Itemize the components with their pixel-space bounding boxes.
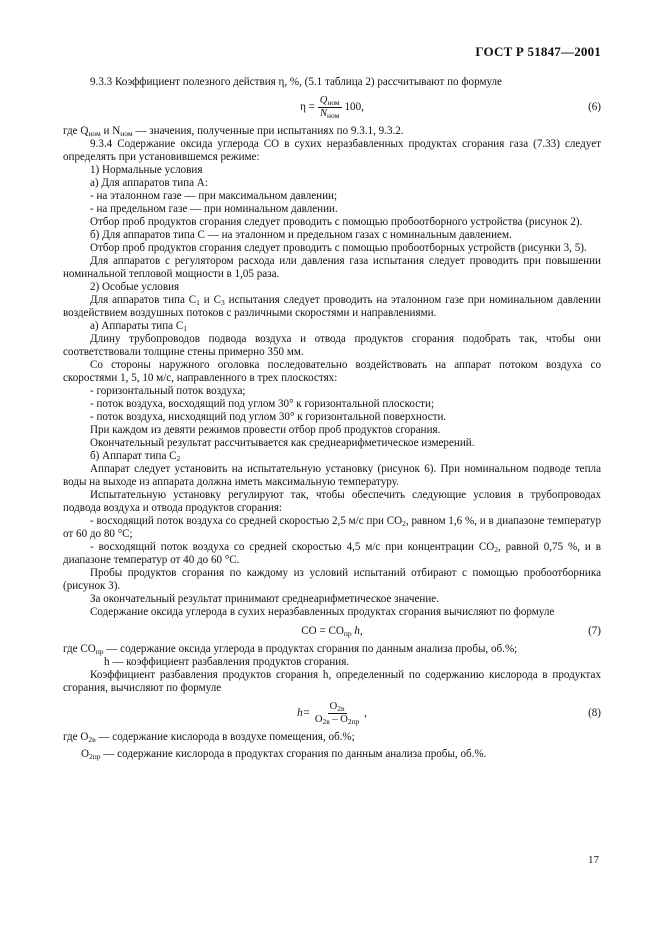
- paragraph: Отбор проб продуктов сгорания следует проводить с помощью пробоотборного устройства (рисунок 2).: [90, 216, 583, 228]
- list-item: - горизонтальный поток воздуха;: [90, 385, 246, 397]
- paragraph: За окончательный результат принимают среднеарифметическое значение.: [90, 593, 439, 605]
- list-item: - восходящий поток воздуха со средней скоростью 2,5 м/с при $СО_2$, равном 1,6 %, и в диапазоне температур от 60 до 80 °С;: [63, 515, 601, 540]
- paragraph-where-o2: где $O_{2в}$ — содержание кислорода в воздухе помещения, об.%;: [63, 731, 355, 744]
- paragraph: Пробы продуктов сгорания по каждому из условий испытаний отбирают с помощью пробоотборника (рисунок 3).: [63, 567, 601, 592]
- paragraph: Со стороны наружного оголовка последовательно воздействовать на аппарат потоком воздуха со скоростями 1, 5, 10 м/с, направленного в трех плоскостях:: [63, 359, 601, 384]
- page-body: [63, 76, 601, 761]
- paragraph: Содержание оксида углерода в сухих неразбавленных продуктах сгорания вычисляют по формуле: [90, 606, 555, 618]
- paragraph: Испытательную установку регулируют так, чтобы обеспечить следующие условия в трубопроводах подвода воздуха и отвода продуктов сгорания:: [63, 489, 601, 514]
- item-type-a: а) Для аппаратов типа А:: [90, 177, 208, 189]
- formula-6: [63, 95, 601, 120]
- paragraph-o2pr-definition: $O_{2пр}$ — содержание кислорода в продуктах сгорания по данным анализа пробы, об.%.: [81, 748, 487, 761]
- item-type-c2: б) Аппарат типа $С_2$: [90, 450, 181, 463]
- formula-6-tail: 100,: [344, 101, 364, 114]
- item-special-conditions: 2) Особые условия: [90, 281, 180, 293]
- formula-6-fraction: $\frac{Q_{ном}}{N_{ном}}$: [319, 95, 340, 120]
- list-item: - на предельном газе — при номинальном давлении.: [90, 203, 338, 215]
- paragraph-where-q-n: где $Q_{ном}$ и $N_{ном}$ — значения, полученные при испытаниях по 9.3.1, 9.3.2.: [63, 125, 404, 138]
- paragraph-h-definition: h — коэффициент разбавления продуктов сгорания.: [104, 656, 350, 668]
- formula-8-fraction: $\frac{O_{2в}}{O_{2в} - O_{2пр}}$: [314, 701, 360, 726]
- paragraph: Для аппаратов с регулятором расхода или давления газа испытания следует проводить при повышении номинальной тепловой мощности в 1,05 раза.: [63, 255, 601, 280]
- formula-8-number: (8): [588, 707, 601, 719]
- paragraph-where-co: где $CO_{пр}$ — содержание оксида углерода в продуктах сгорания по данным анализа пробы, об.%;: [63, 643, 518, 656]
- document-header: ГОСТ Р 51847—2001: [475, 44, 601, 59]
- paragraph: Окончательный результат рассчитывается как среднеарифметическое измерений.: [90, 437, 475, 449]
- paragraph: При каждом из девяти режимов провести отбор проб продуктов сгорания.: [90, 424, 441, 436]
- item-type-c: б) Для аппаратов типа С — на эталонном и предельном газах с номинальным давлением.: [90, 229, 512, 241]
- page-number: 17: [588, 854, 599, 866]
- list-item: - поток воздуха, нисходящий под углом 30° к горизонтальной поверхности.: [90, 411, 447, 423]
- paragraph: Отбор проб продуктов сгорания следует проводить с помощью пробоотборных устройств (рисунки 3, 5).: [90, 242, 587, 254]
- list-item: - восходящий поток воздуха со средней скоростью 4,5 м/с при концентрации $СО_2$, равной 0,75 %, и в диапазоне температур от 40 до 60 °С.: [63, 541, 601, 566]
- paragraph-9-3-4: 9.3.4 Содержание оксида углерода СО в сухих неразбавленных продуктах сгорания газа (7.33) следует определять при установившемся режиме:: [63, 138, 601, 163]
- formula-6-lhs: η =: [300, 101, 318, 114]
- paragraph: Длину трубопроводов подвода воздуха и отвода продуктов сгорания подобрать так, чтобы они соответствовали толщине стены примерно 350 мм.: [63, 333, 601, 358]
- paragraph-types-c1-c3: Для аппаратов типа $С_1$ и $С_3$ испытания следует проводить на эталонном газе при номинальном давлении воздействием воздушных потоков с различными скоростями и направлениями.: [63, 294, 601, 319]
- paragraph: Аппарат следует установить на испытательную установку (рисунок 6). При номинальном подводе тепла воды на выходе из аппарата должна иметь максимальную температуру.: [63, 463, 601, 488]
- paragraph: Коэффициент разбавления продуктов сгорания h, определенный по содержанию кислорода в продуктах сгорания, вычисляют по формуле: [63, 669, 601, 694]
- formula-7-number: (7): [588, 625, 601, 637]
- paragraph-9-3-3: 9.3.3 Коэффициент полезного действия η, %, (5.1 таблица 2) рассчитывают по формуле: [90, 76, 502, 88]
- formula-8: h= $\frac{O_{2в}}{O_{2в} - O_{2пр}}$ , (8): [297, 701, 601, 726]
- list-item: - поток воздуха, восходящий под углом 30° к горизонтальной плоскости;: [90, 398, 435, 410]
- formula-6-number: (6): [588, 101, 601, 113]
- item-type-c1: а) Аппараты типа $С_1$: [90, 320, 188, 333]
- list-item: - на эталонном газе — при максимальном давлении;: [90, 190, 338, 202]
- formula-7: CO = $CO_{пр}$ h, (7): [301, 625, 601, 638]
- item-normal-conditions: 1) Нормальные условия: [90, 164, 203, 176]
